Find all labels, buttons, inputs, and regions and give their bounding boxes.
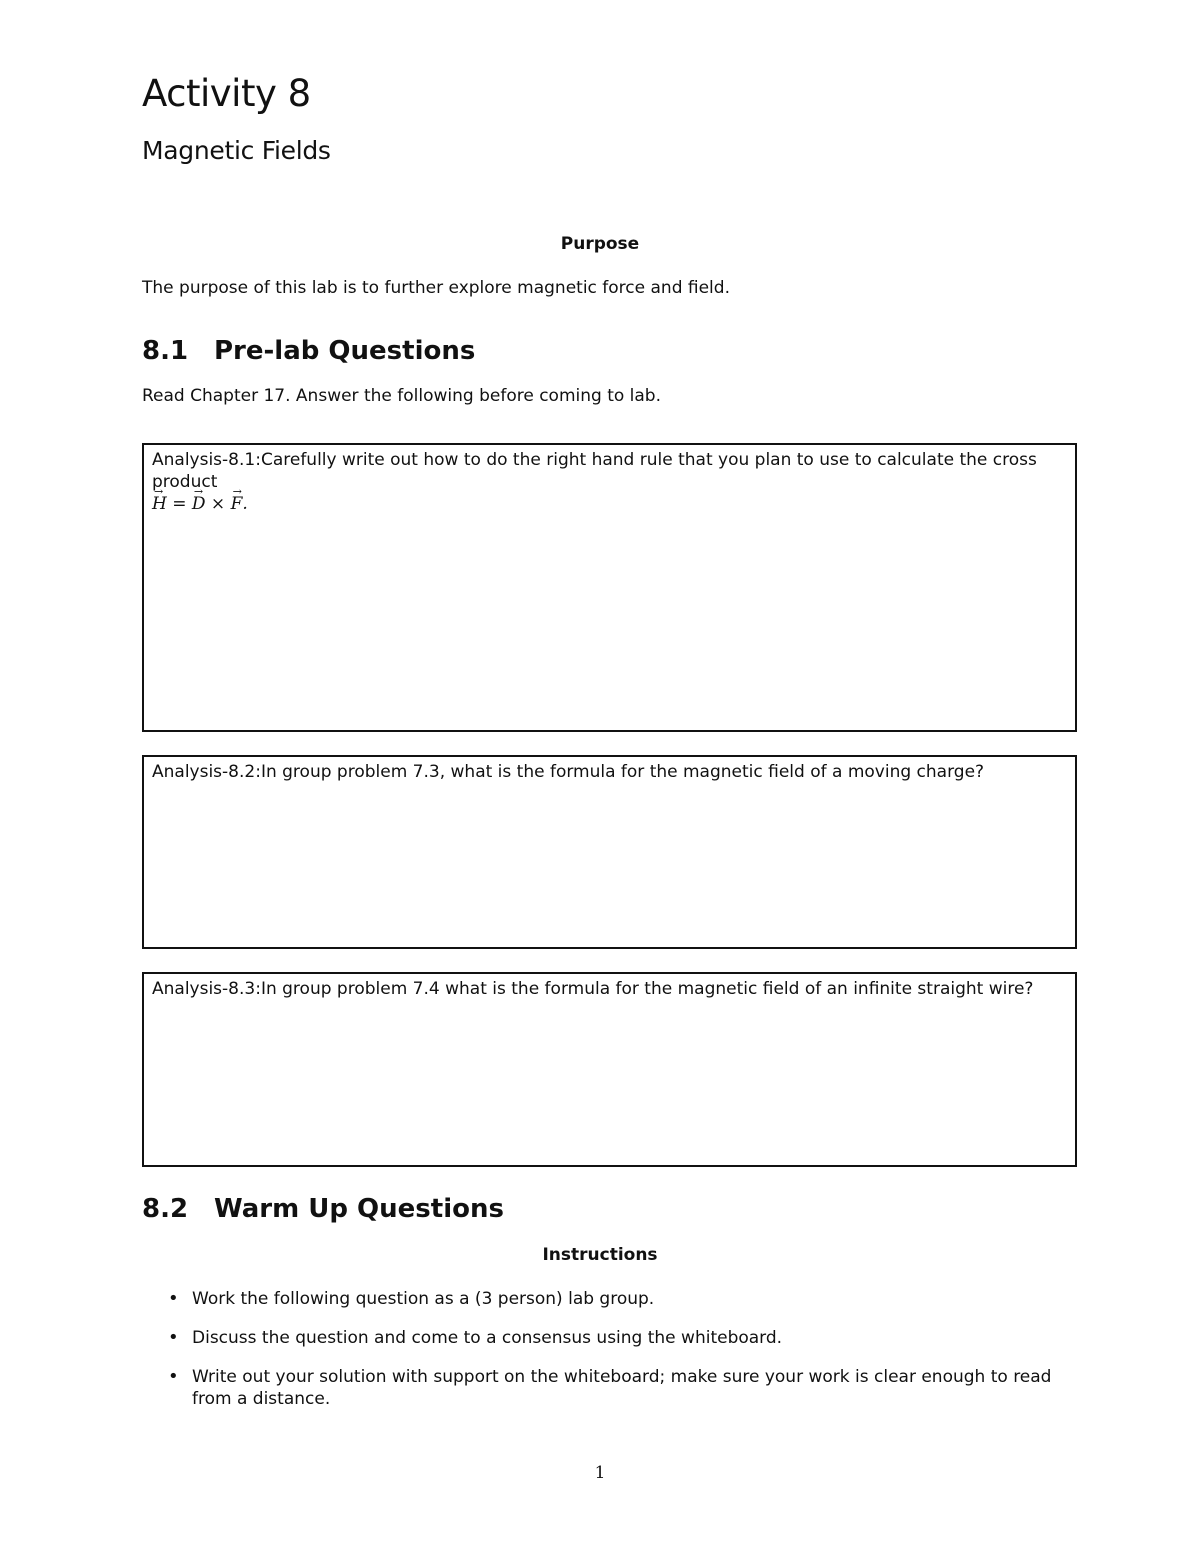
cross-product-formula bbox=[152, 494, 248, 514]
analysis-question: In group problem 7.4 what is the formula for the magnetic field of an infinite straight wire? bbox=[260, 979, 1034, 999]
analysis-question: Carefully write out how to do the right hand rule that you plan to use to calculate the cross product bbox=[152, 450, 1037, 492]
purpose-heading: Purpose bbox=[560, 234, 640, 254]
section-number: 8.1 bbox=[142, 336, 189, 366]
formula-times: × bbox=[205, 494, 231, 514]
list-item: • Write out your solution with support on the whiteboard; make sure your work is clear enough to read from a distance. bbox=[166, 1366, 1066, 1410]
analysis-label: Analysis-8.2: bbox=[152, 762, 261, 782]
section-heading-prelab bbox=[142, 336, 475, 366]
list-item: • Discuss the question and come to a consensus using the whiteboard. bbox=[166, 1327, 1066, 1349]
vector-d: → D bbox=[192, 493, 206, 515]
formula-period: . bbox=[242, 494, 248, 514]
vector-f: → F bbox=[231, 493, 243, 515]
purpose-text: The purpose of this lab is to further explore magnetic force and field. bbox=[142, 278, 730, 298]
vector-h: → H bbox=[152, 493, 167, 515]
instructions-list bbox=[166, 1288, 1066, 1427]
analysis-box-8-3[interactable] bbox=[142, 972, 1077, 1167]
section-title: Pre-lab Questions bbox=[214, 336, 476, 366]
formula-equals: = bbox=[166, 494, 192, 514]
analysis-label: Analysis-8.3: bbox=[152, 979, 261, 999]
section-heading-warmup bbox=[142, 1194, 504, 1224]
instructions-heading: Instructions bbox=[542, 1245, 658, 1265]
analysis-box-8-1[interactable] bbox=[142, 443, 1077, 732]
analysis-label: Analysis-8.1: bbox=[152, 450, 261, 470]
analysis-question: In group problem 7.3, what is the formula for the magnetic field of a moving charge? bbox=[260, 762, 985, 782]
section-number: 8.2 bbox=[142, 1194, 189, 1224]
page-subtitle: Magnetic Fields bbox=[142, 136, 331, 165]
page-number: 1 bbox=[594, 1463, 606, 1483]
prelab-intro: Read Chapter 17. Answer the following before coming to lab. bbox=[142, 386, 661, 406]
list-item: • Work the following question as a (3 person) lab group. bbox=[166, 1288, 1066, 1310]
analysis-box-8-2[interactable] bbox=[142, 755, 1077, 949]
section-title: Warm Up Questions bbox=[214, 1194, 504, 1224]
page-title: Activity 8 bbox=[142, 72, 311, 115]
